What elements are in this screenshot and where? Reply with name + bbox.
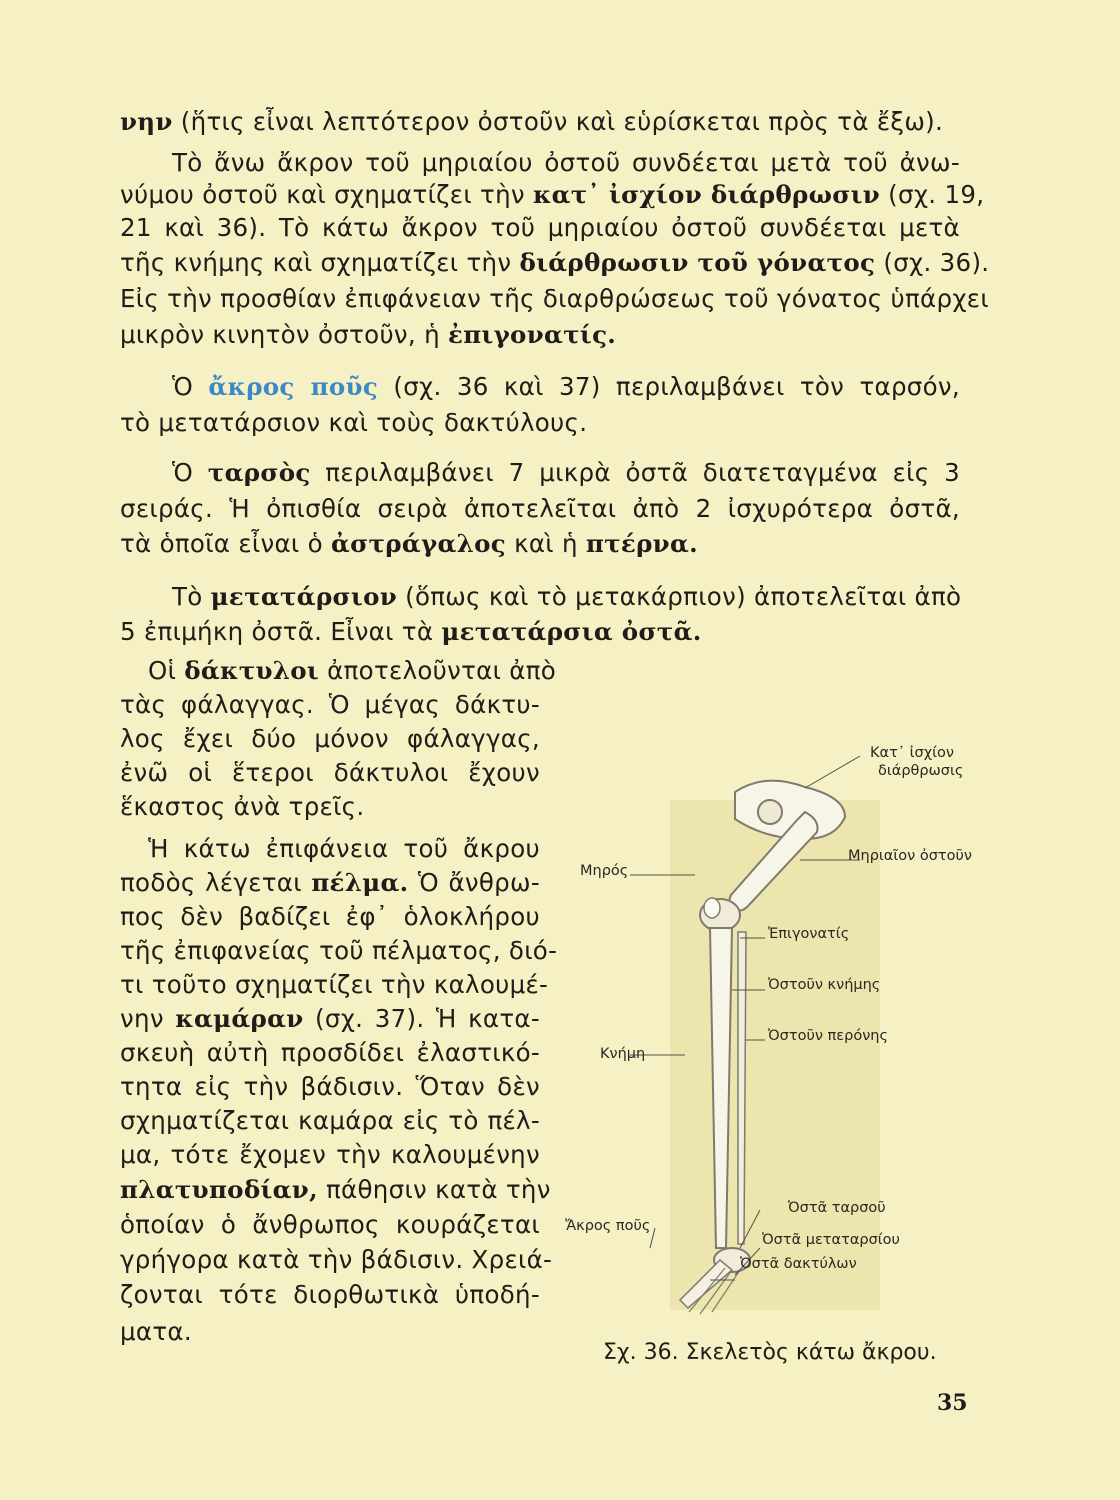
page-number: 35 xyxy=(937,1390,968,1416)
text-span: τὰ ὁποῖα εἶναι ὁ xyxy=(120,529,331,558)
text-span: Ὁ ἄνθρω- xyxy=(408,868,540,897)
text-line: τῆς ἐπιφανείας τοῦ πέλματος, διό- xyxy=(120,936,558,965)
text-line: Τὸ ἄνω ἄκρον τοῦ μηριαίου ὀστοῦ συνδέεται μετὰ τοῦ ἀνω- xyxy=(172,148,960,177)
label-phalanges: Ὀστᾶ δακτύλων xyxy=(740,1256,857,1272)
text-line xyxy=(120,320,616,349)
fibula-bone xyxy=(738,932,746,1244)
bold-term: δάκτυλοι xyxy=(184,656,320,685)
text-line: Εἰς τὴν προσθίαν ἐπιφάνειαν τῆς διαρθρώσεως τοῦ γόνατος ὑπάρχει xyxy=(120,284,989,313)
patella-bone xyxy=(704,898,720,918)
label-foot: Ἄκρος ποῦς xyxy=(565,1218,651,1234)
text-line: ζονται τότε διορθωτικὰ ὑποδή- xyxy=(120,1280,540,1309)
text-span: Οἱ xyxy=(148,656,185,685)
bold-term: πτέρνα. xyxy=(585,529,698,558)
text-span: καὶ ἡ xyxy=(506,529,586,558)
text-span: μικρὸν κινητὸν ὀστοῦν, ἡ xyxy=(120,320,448,349)
text-line xyxy=(120,248,990,277)
bold-term: πέλμα. xyxy=(311,868,409,897)
text-line: ἐνῶ οἱ ἕτεροι δάκτυλοι ἔχουν xyxy=(120,758,540,787)
text-span: πάθησιν κατὰ τὴν xyxy=(317,1175,551,1204)
label-metatarsal-bones: Ὀστᾶ μεταταρσίου xyxy=(762,1232,900,1248)
text-span: (σχ. 19, xyxy=(880,180,985,209)
text-line: γρήγορα κατὰ τὴν βάδισιν. Χρειά- xyxy=(120,1245,553,1274)
text-span: Τὸ xyxy=(172,582,211,611)
text-line xyxy=(120,529,698,558)
text-line: λος ἔχει δύο μόνον φάλαγγας, xyxy=(120,724,540,753)
text-span: 5 ἐπιμήκη ὀστᾶ. Εἶναι τὰ xyxy=(120,617,442,646)
leader-line xyxy=(650,1228,655,1248)
text-line xyxy=(148,656,556,685)
label-hip-joint-2: διάρθρωσις xyxy=(878,763,964,779)
text-line xyxy=(120,180,985,209)
text-span: (ἥτις εἶναι λεπτότερον ὀστοῦν καὶ εὑρίσκεται πρὸς τὰ ἔξω). xyxy=(172,107,944,136)
text-line: σειράς. Ἡ ὀπισθία σειρὰ ἀποτελεῖται ἀπὸ 2 ἰσχυρότερα ὀστᾶ, xyxy=(120,494,960,523)
text-line: ὁποίαν ὁ ἄνθρωπος κουράζεται xyxy=(120,1210,540,1239)
bold-term: κατ᾽ ἰσχίον διάρθρωσιν xyxy=(532,180,881,209)
text-line xyxy=(120,1175,551,1204)
text-line: σχηματίζεται καμάρα εἰς τὸ πέλ- xyxy=(120,1106,540,1135)
text-span: νύμου ὀστοῦ καὶ σχηματίζει τὴν xyxy=(120,180,533,209)
text-line: τὰς φάλαγγας. Ὁ μέγας δάκτυ- xyxy=(120,690,540,719)
text-line: ἕκαστος ἀνὰ τρεῖς. xyxy=(120,792,365,821)
label-hip-joint: Κατ᾽ ἰσχίον xyxy=(870,745,955,761)
bold-term: διάρθρωσιν τοῦ γόνατος xyxy=(519,248,876,277)
bold-term: νην xyxy=(120,107,173,136)
figure-caption: Σχ. 36. Σκελετὸς κάτω ἄκρου. xyxy=(603,1340,937,1365)
text-line xyxy=(120,1004,540,1033)
bold-term: μετατάρσια ὀστᾶ. xyxy=(441,617,702,646)
bold-term: καμάραν xyxy=(175,1004,304,1033)
text-span: (ὅπως καὶ τὸ μετακάρπιον) ἀποτελεῖται ἀπὸ xyxy=(397,582,962,611)
text-line xyxy=(172,582,960,611)
text-span: Ὁ xyxy=(172,458,208,487)
text-line: τὸ μετατάρσιον καὶ τοὺς δακτύλους. xyxy=(120,408,588,437)
text-line: σκευὴ αὐτὴ προσδίδει ἐλαστικό- xyxy=(120,1038,540,1067)
text-line: Ἡ κάτω ἐπιφάνεια τοῦ ἄκρου xyxy=(148,834,540,863)
text-span: Ὁ xyxy=(172,372,209,401)
text-span: (σχ. 36 καὶ 37) περιλαμβάνει τὸν ταρσόν, xyxy=(378,372,960,401)
text-span: περιλαμβάνει 7 μικρὰ ὀστᾶ διατεταγμένα εἰς 3 xyxy=(310,458,960,487)
text-line: μα, τότε ἔχομεν τὴν καλουμένην xyxy=(120,1140,540,1169)
text-line xyxy=(120,107,943,136)
bold-term: ἄκρος ποῦς xyxy=(208,372,379,401)
text-line: πος δὲν βαδίζει ἐφ᾽ ὁλοκλήρου xyxy=(120,902,540,931)
bold-term: μετατάρσιον xyxy=(210,582,398,611)
bold-term: ἀστράγαλος xyxy=(330,529,506,558)
text-line: τητα εἰς τὴν βάδισιν. Ὅταν δὲν xyxy=(120,1072,540,1101)
label-femur-bone: Μηριαῖον ὀστοῦν xyxy=(848,848,973,864)
bold-term: ἐπιγονατίς. xyxy=(448,320,617,349)
text-span: ποδὸς λέγεται xyxy=(120,868,312,897)
bold-term: πλατυποδίαν, xyxy=(120,1175,318,1204)
text-span: (σχ. 36). xyxy=(875,248,990,277)
text-span: ἀποτελοῦνται ἀπὸ xyxy=(319,656,557,685)
text-span: τῆς κνήμης καὶ σχηματίζει τὴν xyxy=(120,248,520,277)
text-line: 21 καὶ 36). Τὸ κάτω ἄκρον τοῦ μηριαίου ὀστοῦ συνδέεται μετὰ xyxy=(120,213,960,242)
text-line: ματα. xyxy=(120,1317,192,1346)
text-span: νην xyxy=(120,1004,176,1033)
bold-term: ταρσὸς xyxy=(207,458,311,487)
label-tibia: Ὀστοῦν κνήμης xyxy=(768,977,881,993)
label-shin: Κνήμη xyxy=(600,1046,646,1062)
text-line: τι τοῦτο σχηματίζει τὴν καλουμέ- xyxy=(120,970,549,999)
femur-head xyxy=(758,800,782,824)
text-line xyxy=(120,617,702,646)
text-span: (σχ. 37). Ἡ κατα- xyxy=(303,1004,540,1033)
text-line xyxy=(172,372,960,401)
label-fibula: Ὀστοῦν περόνης xyxy=(768,1028,888,1044)
label-thigh: Μηρός xyxy=(580,863,629,879)
label-patella: Ἐπιγονατίς xyxy=(768,926,850,942)
text-line xyxy=(172,458,960,487)
text-line xyxy=(120,868,540,897)
label-tarsal-bones: Ὀστᾶ ταρσοῦ xyxy=(788,1200,886,1216)
leader-line xyxy=(805,756,860,788)
